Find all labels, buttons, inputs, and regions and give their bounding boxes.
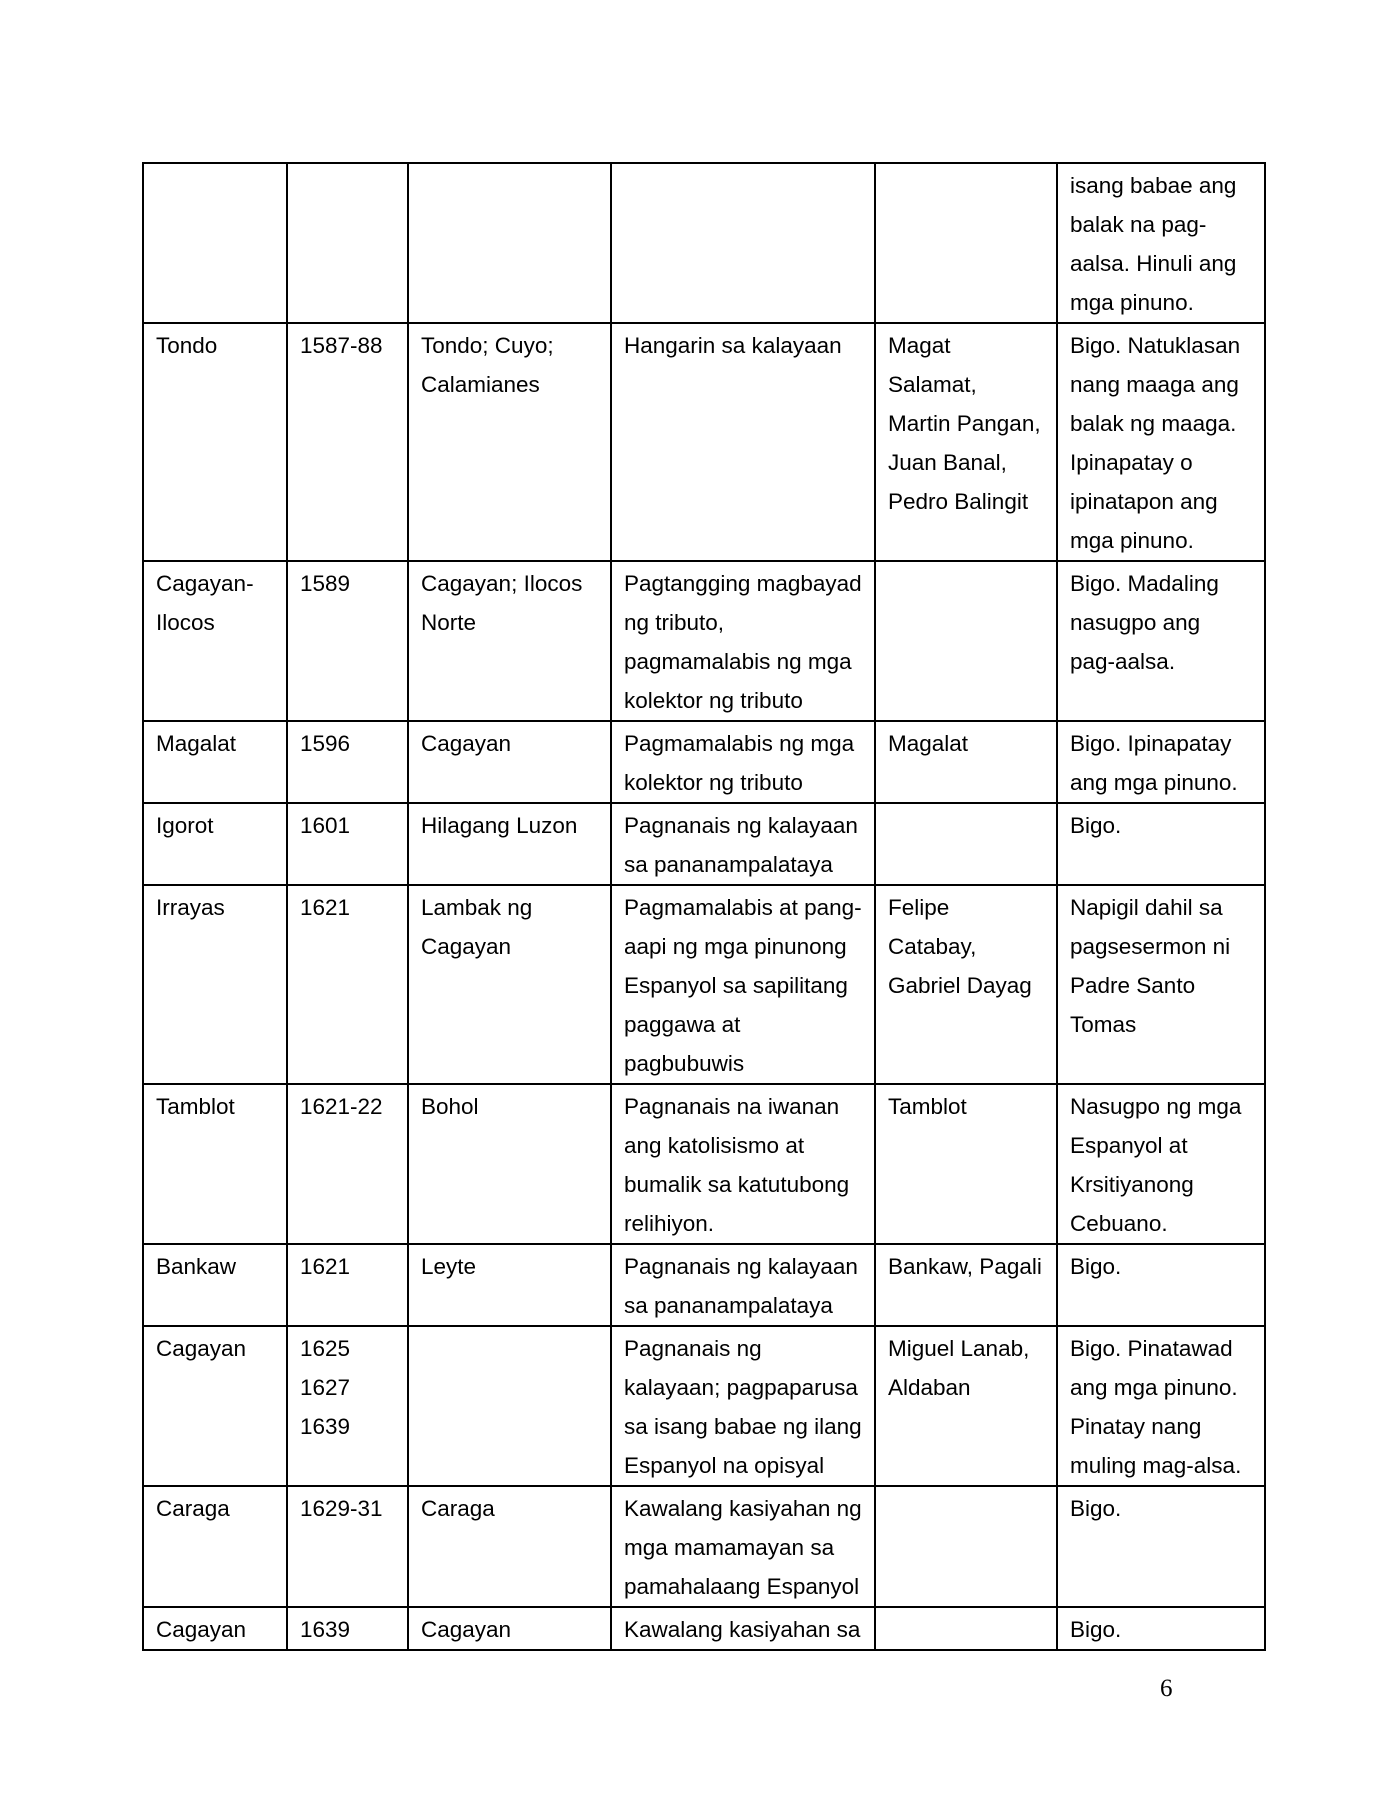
table-cell-name: Igorot (143, 803, 287, 885)
table-row (143, 323, 1265, 561)
table-cell-year: 1639 (287, 1607, 408, 1650)
table-cell-cause: Pagmamalabis ng mga kolektor ng tributo (611, 721, 875, 803)
table-cell-result: Bigo. Pinatawad ang mga pinuno. Pinatay nang muling mag-alsa. (1057, 1326, 1265, 1486)
table-cell-name: Tamblot (143, 1084, 287, 1244)
table-row (143, 1607, 1265, 1650)
table-row (143, 1486, 1265, 1607)
table-cell-leaders: Miguel Lanab, Aldaban (875, 1326, 1057, 1486)
table-cell-year: 1596 (287, 721, 408, 803)
table-cell-place: Cagayan (408, 721, 611, 803)
table-cell-result: Bigo. (1057, 1607, 1265, 1650)
table-cell-year: 1587-88 (287, 323, 408, 561)
table-cell-cause: Hangarin sa kalayaan (611, 323, 875, 561)
table-row (143, 561, 1265, 721)
table-cell-place: Leyte (408, 1244, 611, 1326)
table-cell-leaders (875, 1486, 1057, 1607)
table-cell-leaders (875, 163, 1057, 323)
table-row (143, 1244, 1265, 1326)
table-cell-year: 1621-22 (287, 1084, 408, 1244)
table-cell-result: Bigo. (1057, 803, 1265, 885)
table-cell-result: Bigo. (1057, 1486, 1265, 1607)
table-cell-name: Bankaw (143, 1244, 287, 1326)
table-cell-result: Bigo. Madaling nasugpo ang pag-aalsa. (1057, 561, 1265, 721)
table-cell-result: Napigil dahil sa pagsesermon ni Padre Santo Tomas (1057, 885, 1265, 1084)
table-cell-name: Magalat (143, 721, 287, 803)
table-cell-cause: Pagnanais ng kalayaan sa pananampalataya (611, 803, 875, 885)
table-cell-leaders: Magalat (875, 721, 1057, 803)
table-cell-leaders: Felipe Catabay, Gabriel Dayag (875, 885, 1057, 1084)
table-cell-cause: Pagnanais ng kalayaan sa pananampalataya (611, 1244, 875, 1326)
revolts-table (142, 162, 1266, 1651)
table-cell-result: Bigo. (1057, 1244, 1265, 1326)
table-cell-year: 1621 (287, 885, 408, 1084)
table-cell-leaders: Magat Salamat, Martin Pangan, Juan Banal, Pedro Balingit (875, 323, 1057, 561)
table-cell-cause: Kawalang kasiyahan sa (611, 1607, 875, 1650)
table-cell-result: Bigo. Ipinapatay ang mga pinuno. (1057, 721, 1265, 803)
table-row (143, 721, 1265, 803)
table-cell-name: Irrayas (143, 885, 287, 1084)
table-cell-year (287, 163, 408, 323)
table-cell-leaders: Tamblot (875, 1084, 1057, 1244)
table-cell-place: Tondo; Cuyo; Calamianes (408, 323, 611, 561)
table-cell-leaders: Bankaw, Pagali (875, 1244, 1057, 1326)
table-cell-name: Cagayan (143, 1607, 287, 1650)
table-cell-result: isang babae ang balak na pag- aalsa. Hinuli ang mga pinuno. (1057, 163, 1265, 323)
table-row (143, 803, 1265, 885)
table-cell-cause: Pagnanais na iwanan ang katolisismo at bumalik sa katutubong relihiyon. (611, 1084, 875, 1244)
table-cell-name: Cagayan- Ilocos (143, 561, 287, 721)
table-row (143, 1084, 1265, 1244)
table-row (143, 885, 1265, 1084)
table-cell-year: 1629-31 (287, 1486, 408, 1607)
table-cell-place: Cagayan (408, 1607, 611, 1650)
table-cell-place: Bohol (408, 1084, 611, 1244)
table-cell-place: Cagayan; Ilocos Norte (408, 561, 611, 721)
page-number: 6 (1160, 1675, 1173, 1702)
table-cell-year: 1621 (287, 1244, 408, 1326)
table-cell-leaders (875, 803, 1057, 885)
table-cell-cause: Pagmamalabis at pang- aapi ng mga pinunong Espanyol sa sapilitang paggawa at pagbubuwis (611, 885, 875, 1084)
table-cell-cause: Pagnanais ng kalayaan; pagpaparusa sa isang babae ng ilang Espanyol na opisyal (611, 1326, 875, 1486)
table-cell-year: 1601 (287, 803, 408, 885)
table-cell-place (408, 163, 611, 323)
table-cell-place: Lambak ng Cagayan (408, 885, 611, 1084)
table-cell-place: Caraga (408, 1486, 611, 1607)
table-cell-result: Bigo. Natuklasan nang maaga ang balak ng maaga. Ipinapatay o ipinatapon ang mga pinuno. (1057, 323, 1265, 561)
table-cell-year: 1589 (287, 561, 408, 721)
table-cell-name (143, 163, 287, 323)
table-cell-leaders (875, 1607, 1057, 1650)
table-cell-name: Tondo (143, 323, 287, 561)
table-cell-place: Hilagang Luzon (408, 803, 611, 885)
table-cell-year: 1625 1627 1639 (287, 1326, 408, 1486)
table-cell-leaders (875, 561, 1057, 721)
table-cell-cause: Pagtangging magbayad ng tributo, pagmamalabis ng mga kolektor ng tributo (611, 561, 875, 721)
table-body (143, 163, 1265, 1650)
table-row (143, 1326, 1265, 1486)
table-row (143, 163, 1265, 323)
table-cell-cause (611, 163, 875, 323)
table-cell-cause: Kawalang kasiyahan ng mga mamamayan sa pamahalaang Espanyol (611, 1486, 875, 1607)
table-cell-result: Nasugpo ng mga Espanyol at Krsitiyanong Cebuano. (1057, 1084, 1265, 1244)
table-cell-name: Cagayan (143, 1326, 287, 1486)
table-cell-name: Caraga (143, 1486, 287, 1607)
table-cell-place (408, 1326, 611, 1486)
